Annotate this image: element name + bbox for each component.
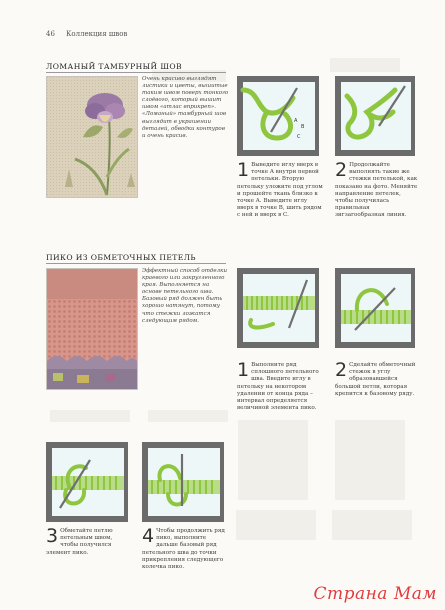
running-title: Коллекция швов	[66, 30, 128, 38]
step-description: Выполните ряд сплошного петельного шва. Введите иглу в петельку на некотором удалении от конца ряда – интервал определяется величиной элемента пико.	[237, 362, 319, 412]
picot-step-4-text	[142, 525, 228, 571]
picot-caption: Эффектный способ отделки краевого или закругленного края. Выполняется на основе петельного шва. Базовый ряд должен быть хорошо натянут, потому что стежки ложатся следующим рядом.	[142, 268, 227, 324]
bleedthrough-block	[335, 420, 405, 500]
svg-text:B: B	[301, 124, 305, 130]
section-divider	[46, 72, 226, 73]
chain-step-1-illustration	[237, 76, 319, 156]
step-number: 1	[237, 359, 250, 381]
step-number: 2	[335, 359, 348, 381]
step-description: Сделайте обметочный стежок в углу образовавшейся большой петли, которая крепится к базовому ряду.	[335, 362, 416, 397]
svg-text:A: A	[294, 118, 298, 124]
picot-step-1-illustration	[237, 268, 319, 348]
bleedthrough-block	[236, 510, 316, 540]
step-description: Обметайте петлю петельным швом, чтобы получился элемент пико.	[46, 528, 113, 556]
step-number: 3	[46, 525, 59, 547]
step-number: 1	[237, 159, 250, 181]
picot-step-3-text	[46, 525, 132, 557]
iris-embroidery-photo	[46, 76, 138, 198]
bleedthrough-text	[330, 58, 400, 72]
chain-step-2-text	[335, 159, 419, 220]
picot-step-3-illustration	[46, 442, 128, 522]
chain-step-1-text	[237, 159, 325, 220]
bleedthrough-text	[148, 410, 228, 422]
picot-step-1-text	[237, 359, 325, 412]
section-title-picot: ПИКО ИЗ ОБМЕТОЧНЫХ ПЕТЕЛЬ	[46, 253, 196, 262]
picot-step-2-text	[335, 359, 419, 398]
picot-edging-photo	[46, 268, 138, 390]
site-watermark: Страна Мам	[313, 584, 437, 604]
bleedthrough-block	[332, 510, 412, 540]
step-description: Продолжайте выполнять такие же стежки петелькой, как показано на фото. Меняйте направление петелек, чтобы получилась правильная зигзагообразная линия.	[335, 162, 418, 219]
step-description: Чтобы продолжить ряд пико, выполните дальше базовый ряд петельного шва до точки прикрепления следующего колечка пико.	[142, 528, 225, 571]
picot-step-4-illustration	[142, 442, 224, 522]
chain-step-2-illustration	[335, 76, 415, 156]
bleedthrough-text	[50, 410, 130, 422]
section-divider	[46, 263, 226, 264]
svg-text:C: C	[297, 134, 301, 140]
bleedthrough-block	[238, 420, 308, 500]
chain-caption: Очень красиво выглядят листики и цветы, вышитые таким швом поверх тонкого слоёвого, который вышит швом «атлас вприкреп». «Ломаный» тамбурный шов выглядит в украшении деталей, обводки контуров и очень красив.	[142, 76, 229, 139]
page-number: 46	[46, 30, 55, 38]
step-description: Выведите иглу вверх в точке A внутри первой петельки. Вторую петельку уложите под углом и прошейте ткань близко к точке A. Выведите иглу вверх в точке B, шить рядом с ней и вверх в C.	[237, 162, 323, 219]
picot-step-2-illustration	[335, 268, 415, 348]
section-title-chain: ЛОМАНЫЙ ТАМБУРНЫЙ ШОВ	[46, 62, 182, 71]
step-number: 4	[142, 525, 155, 547]
step-number: 2	[335, 159, 348, 181]
